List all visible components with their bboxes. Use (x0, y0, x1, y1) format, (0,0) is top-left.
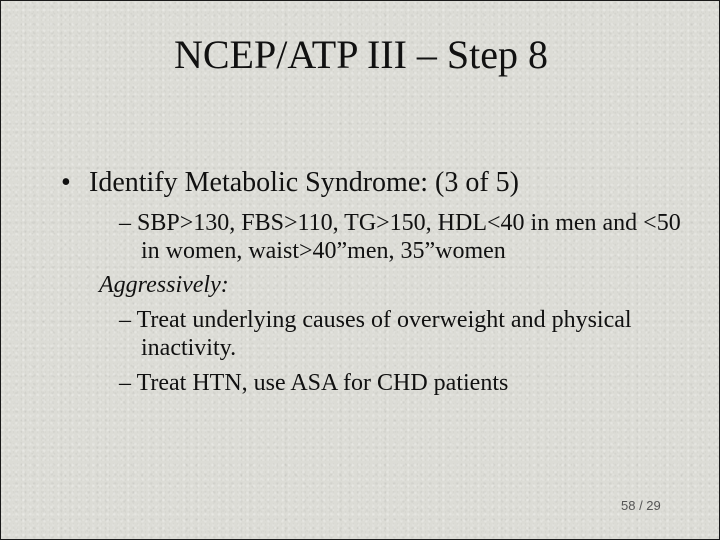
action-item-1: – Treat underlying causes of overweight and physical inactivity. (119, 307, 632, 361)
criteria-item: – SBP>130, FBS>110, TG>150, HDL<40 in men and <50 in women, waist>40”men, 35”women (119, 210, 681, 264)
slide-content (61, 166, 691, 397)
bullet-mark: • (61, 167, 71, 198)
action-item-2: – Treat HTN, use ASA for CHD patients (119, 370, 509, 396)
main-bullet (61, 166, 691, 200)
page-number: 58 / 29 (621, 498, 661, 513)
main-bullet-text: Identify Metabolic Syndrome: (3 of 5) (89, 167, 520, 198)
slide-title: NCEP/ATP III – Step 8 (173, 32, 549, 77)
aggressively-label: Aggressively: (99, 272, 229, 298)
